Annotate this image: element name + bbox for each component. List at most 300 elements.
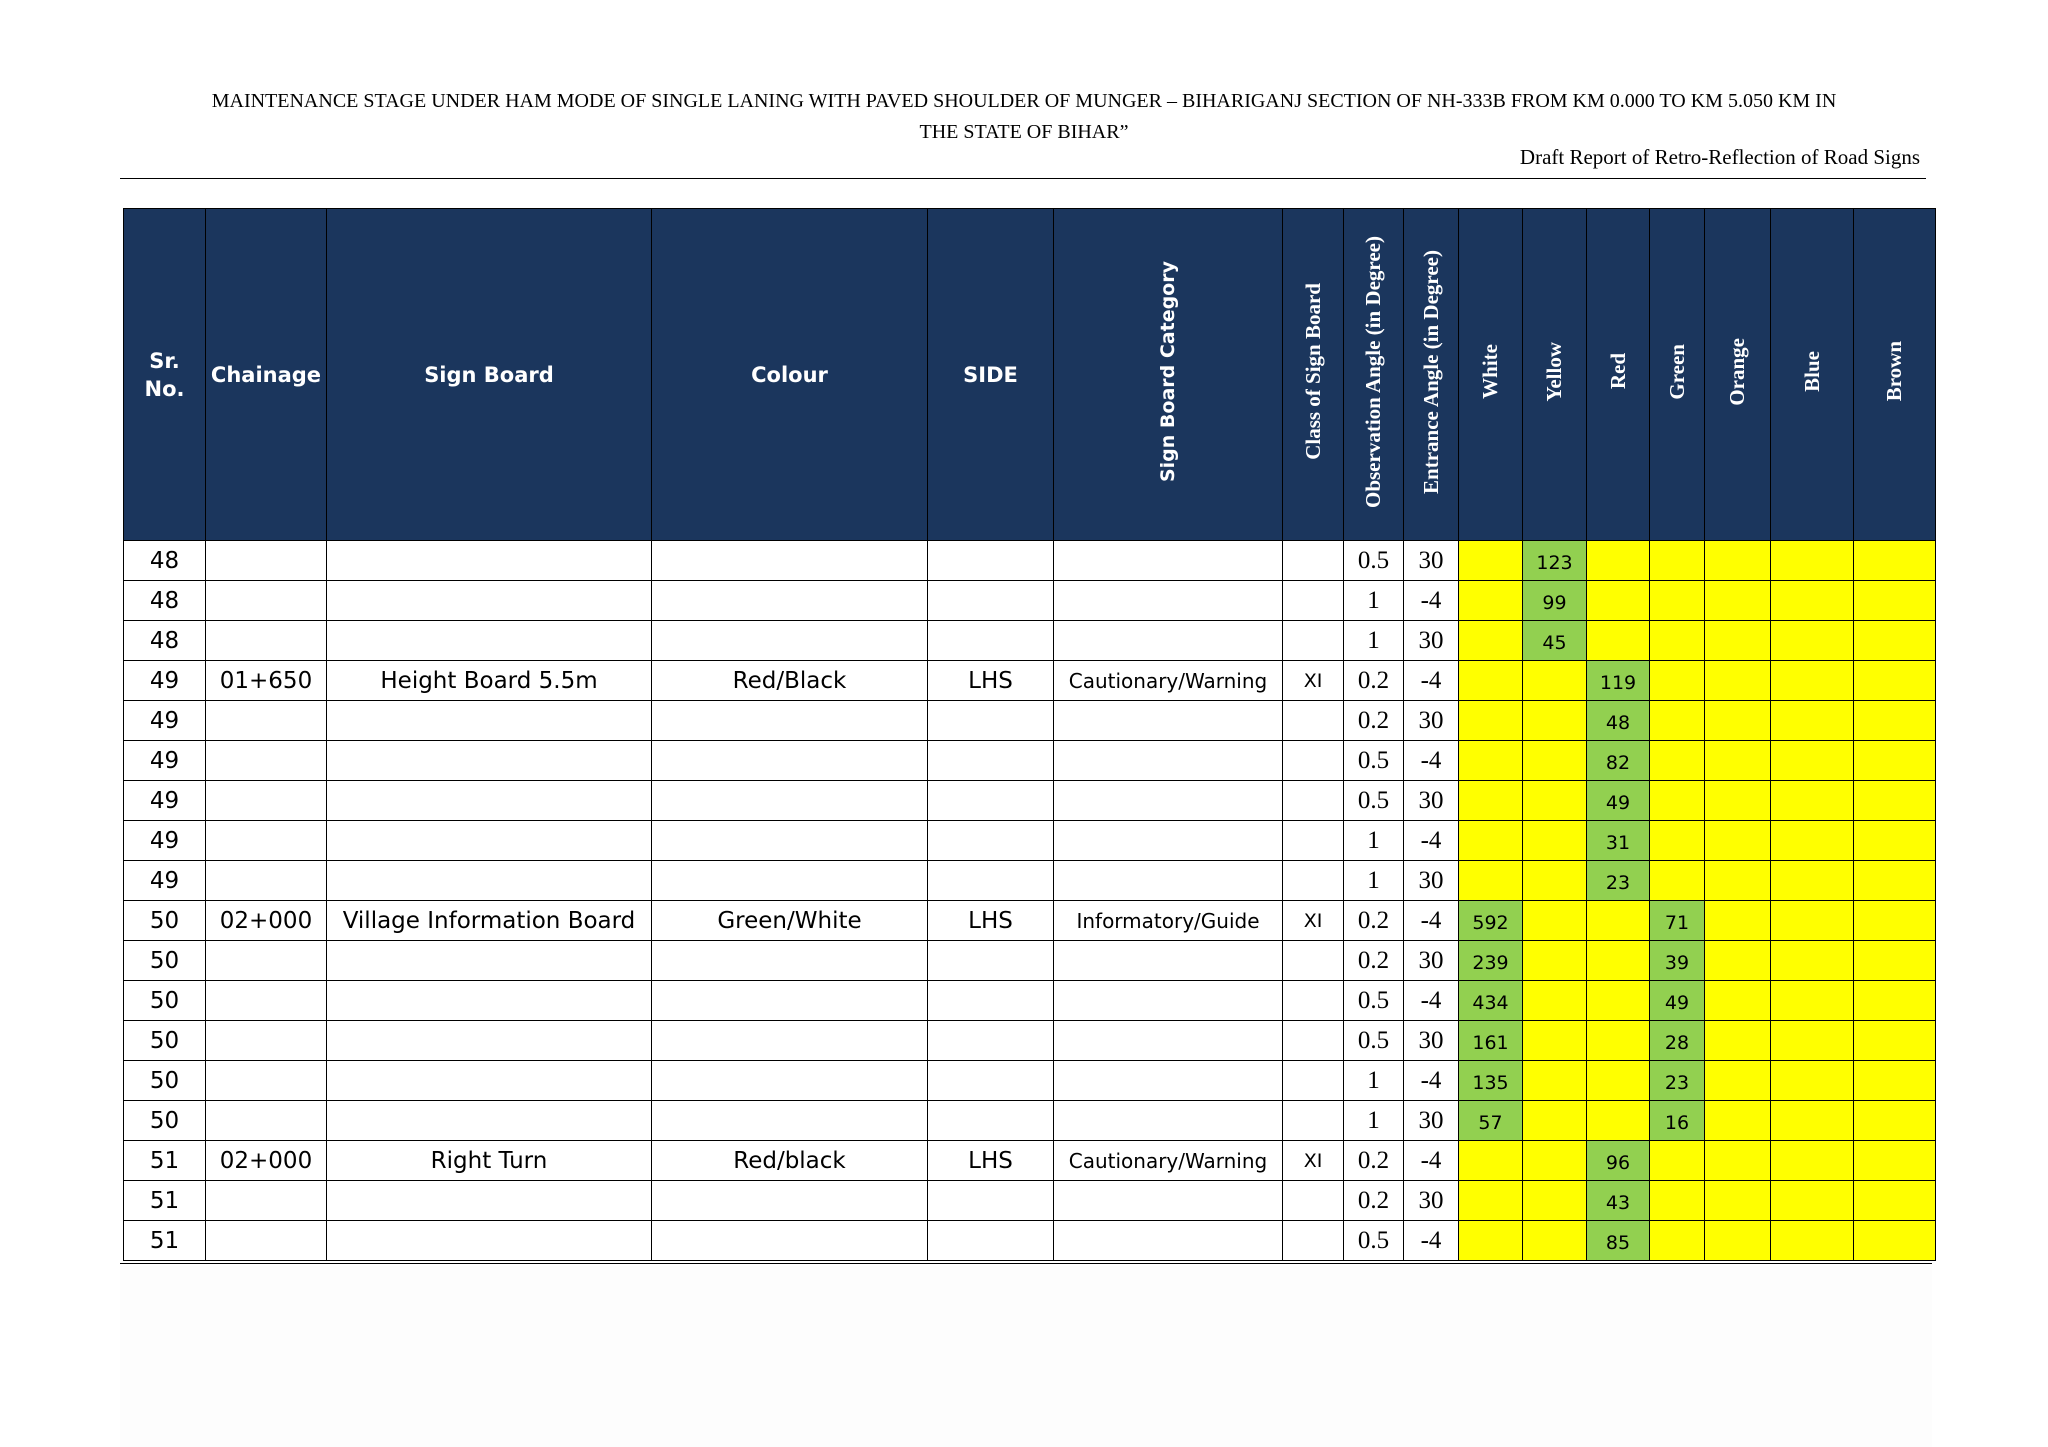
cell-blue bbox=[1771, 1221, 1854, 1261]
cell-side bbox=[928, 1021, 1054, 1061]
cell-observation-angle: 0.5 bbox=[1344, 741, 1404, 781]
footer-area bbox=[120, 1266, 1932, 1447]
cell-side bbox=[928, 861, 1054, 901]
cell-white bbox=[1459, 741, 1523, 781]
cell-white bbox=[1459, 1141, 1523, 1181]
col-header-brown bbox=[1854, 209, 1936, 541]
cell-sr-no: 48 bbox=[124, 541, 206, 581]
cell-sr-no: 48 bbox=[124, 621, 206, 661]
cell-sign-board bbox=[327, 541, 652, 581]
cell-category bbox=[1054, 861, 1283, 901]
cell-white bbox=[1459, 821, 1523, 861]
cell-entrance-angle: -4 bbox=[1404, 1141, 1459, 1181]
cell-side bbox=[928, 581, 1054, 621]
cell-brown bbox=[1854, 701, 1936, 741]
cell-sr-no: 49 bbox=[124, 781, 206, 821]
cell-brown bbox=[1854, 1221, 1936, 1261]
table-row bbox=[124, 781, 1936, 821]
cell-white bbox=[1459, 781, 1523, 821]
cell-green: 16 bbox=[1650, 1101, 1705, 1141]
cell-class bbox=[1283, 1101, 1344, 1141]
cell-sr-no: 49 bbox=[124, 741, 206, 781]
cell-class: XI bbox=[1283, 1141, 1344, 1181]
cell-entrance-angle: -4 bbox=[1404, 581, 1459, 621]
cell-green bbox=[1650, 1141, 1705, 1181]
table-row bbox=[124, 941, 1936, 981]
cell-brown bbox=[1854, 781, 1936, 821]
col-header-green-label: Green bbox=[1664, 343, 1689, 400]
cell-sign-board bbox=[327, 781, 652, 821]
cell-side: LHS bbox=[928, 661, 1054, 701]
cell-category bbox=[1054, 1181, 1283, 1221]
cell-chainage bbox=[206, 1021, 327, 1061]
cell-red bbox=[1587, 581, 1650, 621]
cell-side bbox=[928, 781, 1054, 821]
cell-green bbox=[1650, 821, 1705, 861]
cell-red: 48 bbox=[1587, 701, 1650, 741]
table-row bbox=[124, 821, 1936, 861]
cell-white: 434 bbox=[1459, 981, 1523, 1021]
cell-green bbox=[1650, 621, 1705, 661]
cell-colour bbox=[652, 701, 928, 741]
cell-chainage: 01+650 bbox=[206, 661, 327, 701]
cell-green: 39 bbox=[1650, 941, 1705, 981]
cell-colour bbox=[652, 1061, 928, 1101]
cell-yellow: 123 bbox=[1523, 541, 1587, 581]
cell-orange bbox=[1705, 701, 1771, 741]
cell-blue bbox=[1771, 581, 1854, 621]
cell-white: 161 bbox=[1459, 1021, 1523, 1061]
table-row bbox=[124, 1021, 1936, 1061]
col-header-brown-label: Brown bbox=[1882, 341, 1906, 402]
table-row bbox=[124, 741, 1936, 781]
cell-entrance-angle: -4 bbox=[1404, 901, 1459, 941]
cell-orange bbox=[1705, 741, 1771, 781]
cell-yellow bbox=[1523, 1101, 1587, 1141]
cell-sr-no: 51 bbox=[124, 1141, 206, 1181]
cell-entrance-angle: 30 bbox=[1404, 541, 1459, 581]
cell-observation-angle: 1 bbox=[1344, 861, 1404, 901]
cell-category bbox=[1054, 621, 1283, 661]
cell-entrance-angle: -4 bbox=[1404, 661, 1459, 701]
cell-red bbox=[1587, 981, 1650, 1021]
table-row bbox=[124, 901, 1936, 941]
document-title-line-2: THE STATE OF BIHAR” bbox=[919, 121, 1129, 143]
cell-category: Informatory/Guide bbox=[1054, 901, 1283, 941]
cell-orange bbox=[1705, 941, 1771, 981]
cell-sign-board bbox=[327, 1101, 652, 1141]
cell-observation-angle: 0.2 bbox=[1344, 941, 1404, 981]
cell-brown bbox=[1854, 741, 1936, 781]
cell-observation-angle: 0.2 bbox=[1344, 1181, 1404, 1221]
cell-side bbox=[928, 1101, 1054, 1141]
cell-green bbox=[1650, 661, 1705, 701]
col-header-observation-angle bbox=[1344, 209, 1404, 541]
col-header-red-label: Red bbox=[1605, 353, 1630, 390]
cell-sign-board bbox=[327, 821, 652, 861]
cell-white: 57 bbox=[1459, 1101, 1523, 1141]
cell-yellow bbox=[1523, 941, 1587, 981]
table-row bbox=[124, 541, 1936, 581]
cell-class bbox=[1283, 581, 1344, 621]
cell-class bbox=[1283, 741, 1344, 781]
cell-red: 43 bbox=[1587, 1181, 1650, 1221]
cell-category bbox=[1054, 821, 1283, 861]
cell-colour bbox=[652, 861, 928, 901]
document-title bbox=[120, 86, 1928, 148]
cell-class: XI bbox=[1283, 661, 1344, 701]
table-row bbox=[124, 621, 1936, 661]
cell-orange bbox=[1705, 581, 1771, 621]
cell-blue bbox=[1771, 1021, 1854, 1061]
table-body bbox=[124, 541, 1936, 1261]
cell-white bbox=[1459, 861, 1523, 901]
cell-orange bbox=[1705, 1101, 1771, 1141]
col-header-entrance-angle bbox=[1404, 209, 1459, 541]
cell-white bbox=[1459, 1181, 1523, 1221]
cell-brown bbox=[1854, 941, 1936, 981]
cell-yellow: 45 bbox=[1523, 621, 1587, 661]
cell-brown bbox=[1854, 1101, 1936, 1141]
col-header-side: SIDE bbox=[928, 209, 1054, 541]
cell-brown bbox=[1854, 1141, 1936, 1181]
col-header-sr-line-2: No. bbox=[144, 376, 185, 401]
cell-observation-angle: 0.5 bbox=[1344, 541, 1404, 581]
cell-colour bbox=[652, 1221, 928, 1261]
col-header-sr-no bbox=[124, 209, 206, 541]
cell-colour bbox=[652, 821, 928, 861]
table-header-row bbox=[124, 209, 1936, 541]
cell-brown bbox=[1854, 1021, 1936, 1061]
cell-colour bbox=[652, 541, 928, 581]
col-header-category-label: Sign Board Category bbox=[1157, 260, 1179, 483]
cell-sr-no: 49 bbox=[124, 821, 206, 861]
cell-chainage: 02+000 bbox=[206, 1141, 327, 1181]
cell-green bbox=[1650, 1221, 1705, 1261]
cell-orange bbox=[1705, 1221, 1771, 1261]
cell-observation-angle: 1 bbox=[1344, 1061, 1404, 1101]
cell-yellow bbox=[1523, 701, 1587, 741]
cell-class bbox=[1283, 941, 1344, 981]
cell-chainage bbox=[206, 861, 327, 901]
cell-side bbox=[928, 1221, 1054, 1261]
cell-side bbox=[928, 701, 1054, 741]
table-row bbox=[124, 701, 1936, 741]
cell-class bbox=[1283, 1181, 1344, 1221]
cell-observation-angle: 0.5 bbox=[1344, 781, 1404, 821]
cell-entrance-angle: -4 bbox=[1404, 1221, 1459, 1261]
cell-observation-angle: 0.2 bbox=[1344, 1141, 1404, 1181]
cell-category bbox=[1054, 581, 1283, 621]
cell-observation-angle: 0.2 bbox=[1344, 701, 1404, 741]
cell-yellow bbox=[1523, 821, 1587, 861]
cell-side bbox=[928, 541, 1054, 581]
cell-blue bbox=[1771, 541, 1854, 581]
cell-sign-board bbox=[327, 701, 652, 741]
cell-sign-board bbox=[327, 861, 652, 901]
cell-orange bbox=[1705, 781, 1771, 821]
cell-blue bbox=[1771, 701, 1854, 741]
table-row bbox=[124, 1061, 1936, 1101]
table-row bbox=[124, 1181, 1936, 1221]
col-header-yellow bbox=[1523, 209, 1587, 541]
cell-category: Cautionary/Warning bbox=[1054, 661, 1283, 701]
cell-side bbox=[928, 1181, 1054, 1221]
cell-green bbox=[1650, 861, 1705, 901]
cell-class bbox=[1283, 701, 1344, 741]
cell-yellow: 99 bbox=[1523, 581, 1587, 621]
cell-sign-board: Right Turn bbox=[327, 1141, 652, 1181]
cell-side: LHS bbox=[928, 1141, 1054, 1181]
cell-side bbox=[928, 1061, 1054, 1101]
cell-sr-no: 49 bbox=[124, 861, 206, 901]
cell-blue bbox=[1771, 941, 1854, 981]
cell-entrance-angle: 30 bbox=[1404, 621, 1459, 661]
cell-yellow bbox=[1523, 901, 1587, 941]
cell-white bbox=[1459, 661, 1523, 701]
cell-white bbox=[1459, 701, 1523, 741]
col-header-blue-label: Blue bbox=[1799, 351, 1824, 392]
table-row bbox=[124, 1221, 1936, 1261]
cell-blue bbox=[1771, 901, 1854, 941]
cell-orange bbox=[1705, 821, 1771, 861]
cell-category bbox=[1054, 981, 1283, 1021]
col-header-white bbox=[1459, 209, 1523, 541]
cell-green: 28 bbox=[1650, 1021, 1705, 1061]
cell-class bbox=[1283, 541, 1344, 581]
cell-observation-angle: 1 bbox=[1344, 581, 1404, 621]
cell-blue bbox=[1771, 661, 1854, 701]
cell-red bbox=[1587, 621, 1650, 661]
col-header-colour: Colour bbox=[652, 209, 928, 541]
cell-orange bbox=[1705, 1021, 1771, 1061]
cell-observation-angle: 1 bbox=[1344, 821, 1404, 861]
cell-orange bbox=[1705, 1181, 1771, 1221]
cell-blue bbox=[1771, 861, 1854, 901]
cell-red: 82 bbox=[1587, 741, 1650, 781]
col-header-chainage: Chainage bbox=[206, 209, 327, 541]
cell-category bbox=[1054, 1101, 1283, 1141]
cell-brown bbox=[1854, 1181, 1936, 1221]
cell-entrance-angle: -4 bbox=[1404, 741, 1459, 781]
table-row bbox=[124, 661, 1936, 701]
cell-chainage bbox=[206, 581, 327, 621]
cell-category bbox=[1054, 741, 1283, 781]
cell-chainage bbox=[206, 941, 327, 981]
cell-sr-no: 49 bbox=[124, 701, 206, 741]
cell-chainage: 02+000 bbox=[206, 901, 327, 941]
cell-blue bbox=[1771, 1181, 1854, 1221]
cell-class: XI bbox=[1283, 901, 1344, 941]
cell-green bbox=[1650, 781, 1705, 821]
cell-red bbox=[1587, 901, 1650, 941]
cell-sr-no: 51 bbox=[124, 1181, 206, 1221]
cell-entrance-angle: -4 bbox=[1404, 981, 1459, 1021]
cell-sign-board bbox=[327, 941, 652, 981]
cell-observation-angle: 1 bbox=[1344, 1101, 1404, 1141]
col-header-orange-label: Orange bbox=[1725, 337, 1749, 406]
cell-colour bbox=[652, 1101, 928, 1141]
cell-sr-no: 51 bbox=[124, 1221, 206, 1261]
cell-class bbox=[1283, 861, 1344, 901]
cell-colour bbox=[652, 621, 928, 661]
cell-entrance-angle: -4 bbox=[1404, 821, 1459, 861]
cell-sr-no: 50 bbox=[124, 941, 206, 981]
cell-orange bbox=[1705, 661, 1771, 701]
cell-brown bbox=[1854, 981, 1936, 1021]
cell-observation-angle: 0.5 bbox=[1344, 1221, 1404, 1261]
cell-sign-board: Height Board 5.5m bbox=[327, 661, 652, 701]
cell-brown bbox=[1854, 621, 1936, 661]
cell-yellow bbox=[1523, 1141, 1587, 1181]
cell-category: Cautionary/Warning bbox=[1054, 1141, 1283, 1181]
table-row bbox=[124, 1101, 1936, 1141]
cell-blue bbox=[1771, 1141, 1854, 1181]
cell-sign-board bbox=[327, 741, 652, 781]
cell-yellow bbox=[1523, 1181, 1587, 1221]
cell-orange bbox=[1705, 621, 1771, 661]
cell-class bbox=[1283, 1061, 1344, 1101]
cell-category bbox=[1054, 541, 1283, 581]
col-header-class-label: Class of Sign Board bbox=[1300, 283, 1325, 460]
cell-blue bbox=[1771, 821, 1854, 861]
cell-red bbox=[1587, 1101, 1650, 1141]
cell-colour bbox=[652, 981, 928, 1021]
cell-red bbox=[1587, 1021, 1650, 1061]
col-header-green bbox=[1650, 209, 1705, 541]
cell-sign-board bbox=[327, 1221, 652, 1261]
cell-class bbox=[1283, 981, 1344, 1021]
cell-red bbox=[1587, 541, 1650, 581]
cell-chainage bbox=[206, 1101, 327, 1141]
cell-category bbox=[1054, 781, 1283, 821]
cell-orange bbox=[1705, 1061, 1771, 1101]
col-header-blue bbox=[1771, 209, 1854, 541]
cell-red: 49 bbox=[1587, 781, 1650, 821]
cell-sign-board: Village Information Board bbox=[327, 901, 652, 941]
table-row bbox=[124, 581, 1936, 621]
cell-chainage bbox=[206, 1221, 327, 1261]
cell-sign-board bbox=[327, 621, 652, 661]
cell-sr-no: 50 bbox=[124, 1101, 206, 1141]
cell-white: 239 bbox=[1459, 941, 1523, 981]
cell-category bbox=[1054, 1061, 1283, 1101]
cell-observation-angle: 0.5 bbox=[1344, 981, 1404, 1021]
cell-colour bbox=[652, 741, 928, 781]
cell-blue bbox=[1771, 1061, 1854, 1101]
cell-white: 135 bbox=[1459, 1061, 1523, 1101]
cell-entrance-angle: 30 bbox=[1404, 1181, 1459, 1221]
col-header-orange bbox=[1705, 209, 1771, 541]
cell-sign-board bbox=[327, 1181, 652, 1221]
cell-blue bbox=[1771, 621, 1854, 661]
cell-entrance-angle: 30 bbox=[1404, 861, 1459, 901]
cell-chainage bbox=[206, 1181, 327, 1221]
cell-red bbox=[1587, 941, 1650, 981]
cell-brown bbox=[1854, 661, 1936, 701]
cell-chainage bbox=[206, 621, 327, 661]
cell-chainage bbox=[206, 821, 327, 861]
cell-category bbox=[1054, 701, 1283, 741]
retro-reflection-table bbox=[123, 208, 1936, 1261]
cell-yellow bbox=[1523, 861, 1587, 901]
cell-colour bbox=[652, 581, 928, 621]
cell-entrance-angle: 30 bbox=[1404, 781, 1459, 821]
cell-entrance-angle: 30 bbox=[1404, 1021, 1459, 1061]
cell-chainage bbox=[206, 741, 327, 781]
cell-class bbox=[1283, 1221, 1344, 1261]
table-row bbox=[124, 981, 1936, 1021]
cell-yellow bbox=[1523, 661, 1587, 701]
cell-yellow bbox=[1523, 741, 1587, 781]
report-subtitle: Draft Report of Retro-Reflection of Road Signs bbox=[1519, 145, 1920, 169]
cell-sr-no: 50 bbox=[124, 981, 206, 1021]
cell-side bbox=[928, 941, 1054, 981]
cell-yellow bbox=[1523, 1061, 1587, 1101]
cell-red: 119 bbox=[1587, 661, 1650, 701]
cell-side bbox=[928, 981, 1054, 1021]
cell-side bbox=[928, 741, 1054, 781]
cell-red: 31 bbox=[1587, 821, 1650, 861]
cell-entrance-angle: 30 bbox=[1404, 941, 1459, 981]
col-header-white-label: White bbox=[1478, 344, 1502, 399]
cell-colour bbox=[652, 1181, 928, 1221]
cell-orange bbox=[1705, 541, 1771, 581]
col-header-sign-board: Sign Board bbox=[327, 209, 652, 541]
cell-entrance-angle: 30 bbox=[1404, 1101, 1459, 1141]
cell-blue bbox=[1771, 781, 1854, 821]
cell-class bbox=[1283, 821, 1344, 861]
cell-observation-angle: 1 bbox=[1344, 621, 1404, 661]
cell-sr-no: 50 bbox=[124, 1021, 206, 1061]
cell-entrance-angle: -4 bbox=[1404, 1061, 1459, 1101]
cell-observation-angle: 0.2 bbox=[1344, 901, 1404, 941]
cell-colour: Red/black bbox=[652, 1141, 928, 1181]
cell-sign-board bbox=[327, 981, 652, 1021]
cell-brown bbox=[1854, 861, 1936, 901]
col-header-class bbox=[1283, 209, 1344, 541]
cell-class bbox=[1283, 1021, 1344, 1061]
cell-brown bbox=[1854, 821, 1936, 861]
cell-side bbox=[928, 821, 1054, 861]
cell-green bbox=[1650, 541, 1705, 581]
cell-green bbox=[1650, 741, 1705, 781]
cell-sign-board bbox=[327, 1061, 652, 1101]
cell-white: 592 bbox=[1459, 901, 1523, 941]
cell-orange bbox=[1705, 981, 1771, 1021]
cell-class bbox=[1283, 781, 1344, 821]
document-title-line-1: MAINTENANCE STAGE UNDER HAM MODE OF SINGLE LANING WITH PAVED SHOULDER OF MUNGER – BIHARIGANJ SECTION OF NH-333B FROM KM 0.000 TO KM 5.050 KM IN bbox=[211, 90, 1837, 112]
cell-white bbox=[1459, 1221, 1523, 1261]
cell-colour bbox=[652, 1021, 928, 1061]
cell-yellow bbox=[1523, 781, 1587, 821]
cell-orange bbox=[1705, 861, 1771, 901]
cell-green bbox=[1650, 701, 1705, 741]
cell-observation-angle: 0.2 bbox=[1344, 661, 1404, 701]
cell-colour bbox=[652, 781, 928, 821]
cell-green: 49 bbox=[1650, 981, 1705, 1021]
cell-brown bbox=[1854, 541, 1936, 581]
cell-brown bbox=[1854, 581, 1936, 621]
col-header-yellow-label: Yellow bbox=[1542, 341, 1566, 402]
cell-white bbox=[1459, 581, 1523, 621]
cell-colour bbox=[652, 941, 928, 981]
cell-green: 71 bbox=[1650, 901, 1705, 941]
table-row bbox=[124, 861, 1936, 901]
cell-blue bbox=[1771, 741, 1854, 781]
cell-side bbox=[928, 621, 1054, 661]
cell-chainage bbox=[206, 781, 327, 821]
